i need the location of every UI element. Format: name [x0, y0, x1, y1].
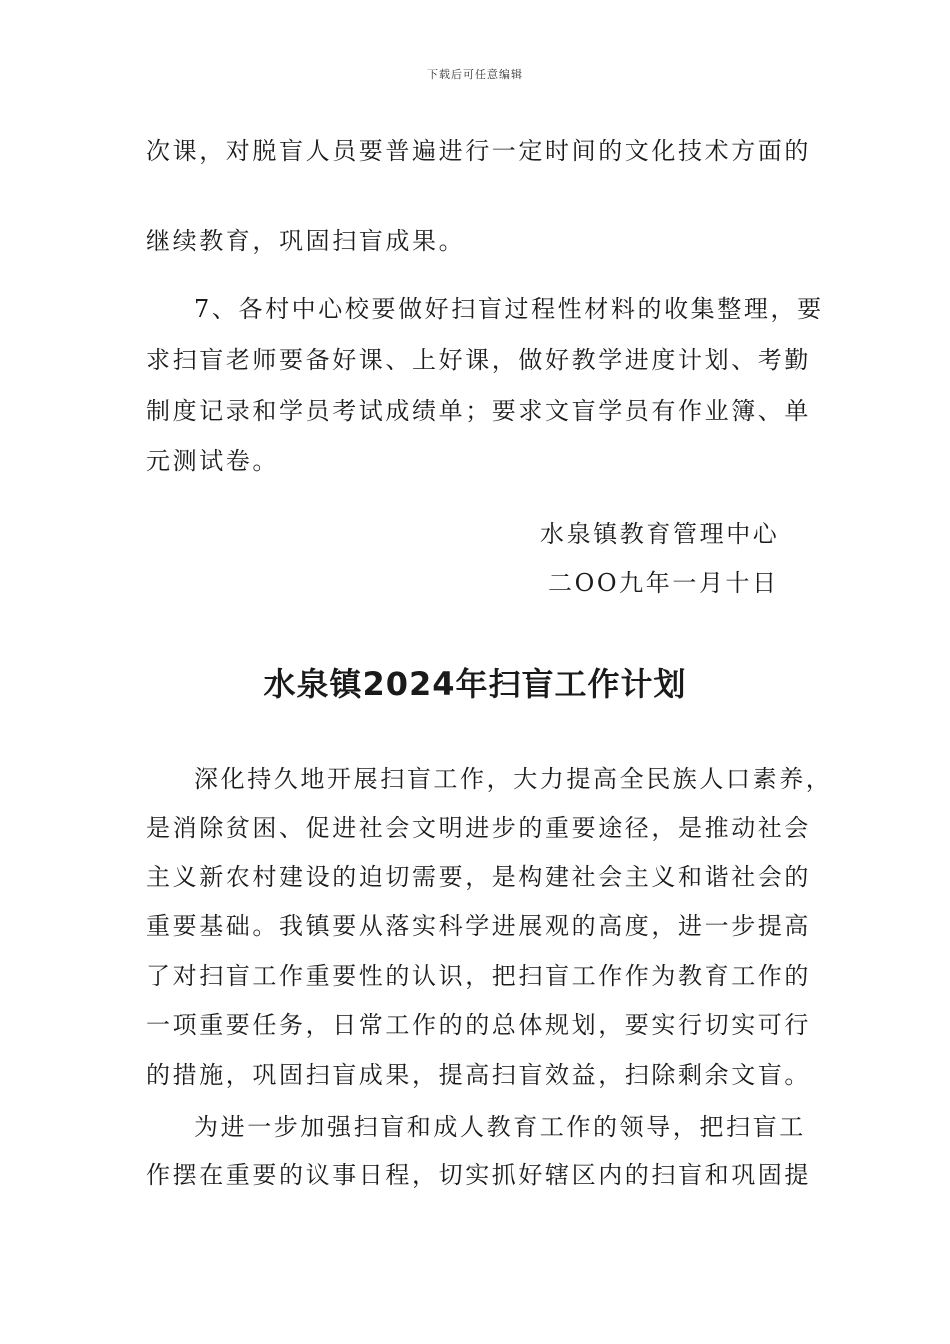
text-line: 主义新农村建设的迫切需要，是构建社会主义和谐社会的 — [146, 863, 811, 891]
text-line: 次课，对脱盲人员要普遍进行一定时间的文化技术方面的 — [146, 137, 811, 165]
text-line: 一项重要任务，日常工作的的总体规划，要实行切实可行 — [146, 1011, 811, 1039]
text-line: 求扫盲老师要备好课、上好课，做好教学进度计划、考勤 — [146, 346, 811, 374]
text-line: 重要基础。我镇要从落实科学进展观的高度，进一步提高 — [146, 912, 811, 940]
signature-org: 水泉镇教育管理中心 — [540, 520, 780, 548]
text-line: 元测试卷。 — [146, 447, 279, 475]
document-title: 水泉镇2024年扫盲工作计划 — [263, 665, 687, 703]
text-line: 制度记录和学员考试成绩单；要求文盲学员有作业簿、单 — [146, 397, 811, 425]
text-line: 的措施，巩固扫盲成果，提高扫盲效益，扫除剩余文盲。 — [146, 1061, 811, 1089]
text-line: 了对扫盲工作重要性的认识，把扫盲工作作为教育工作的 — [146, 962, 811, 990]
text-line: 是消除贫困、促进社会文明进步的重要途径，是推动社会 — [146, 814, 811, 842]
text-line: 作摆在重要的议事日程，切实抓好辖区内的扫盲和巩固提 — [146, 1161, 811, 1189]
signature-date: 二OO九年一月十日 — [548, 569, 779, 597]
text-line: 继续教育，巩固扫盲成果。 — [146, 227, 466, 255]
text-line: 深化持久地开展扫盲工作，大力提高全民族人口素养， — [194, 765, 833, 793]
text-line: 为进一步加强扫盲和成人教育工作的领导，把扫盲工 — [194, 1113, 806, 1141]
text-line: 7、各村中心校要做好扫盲过程性材料的收集整理，要 — [194, 295, 824, 323]
header-note: 下载后可任意编辑 — [427, 68, 523, 81]
